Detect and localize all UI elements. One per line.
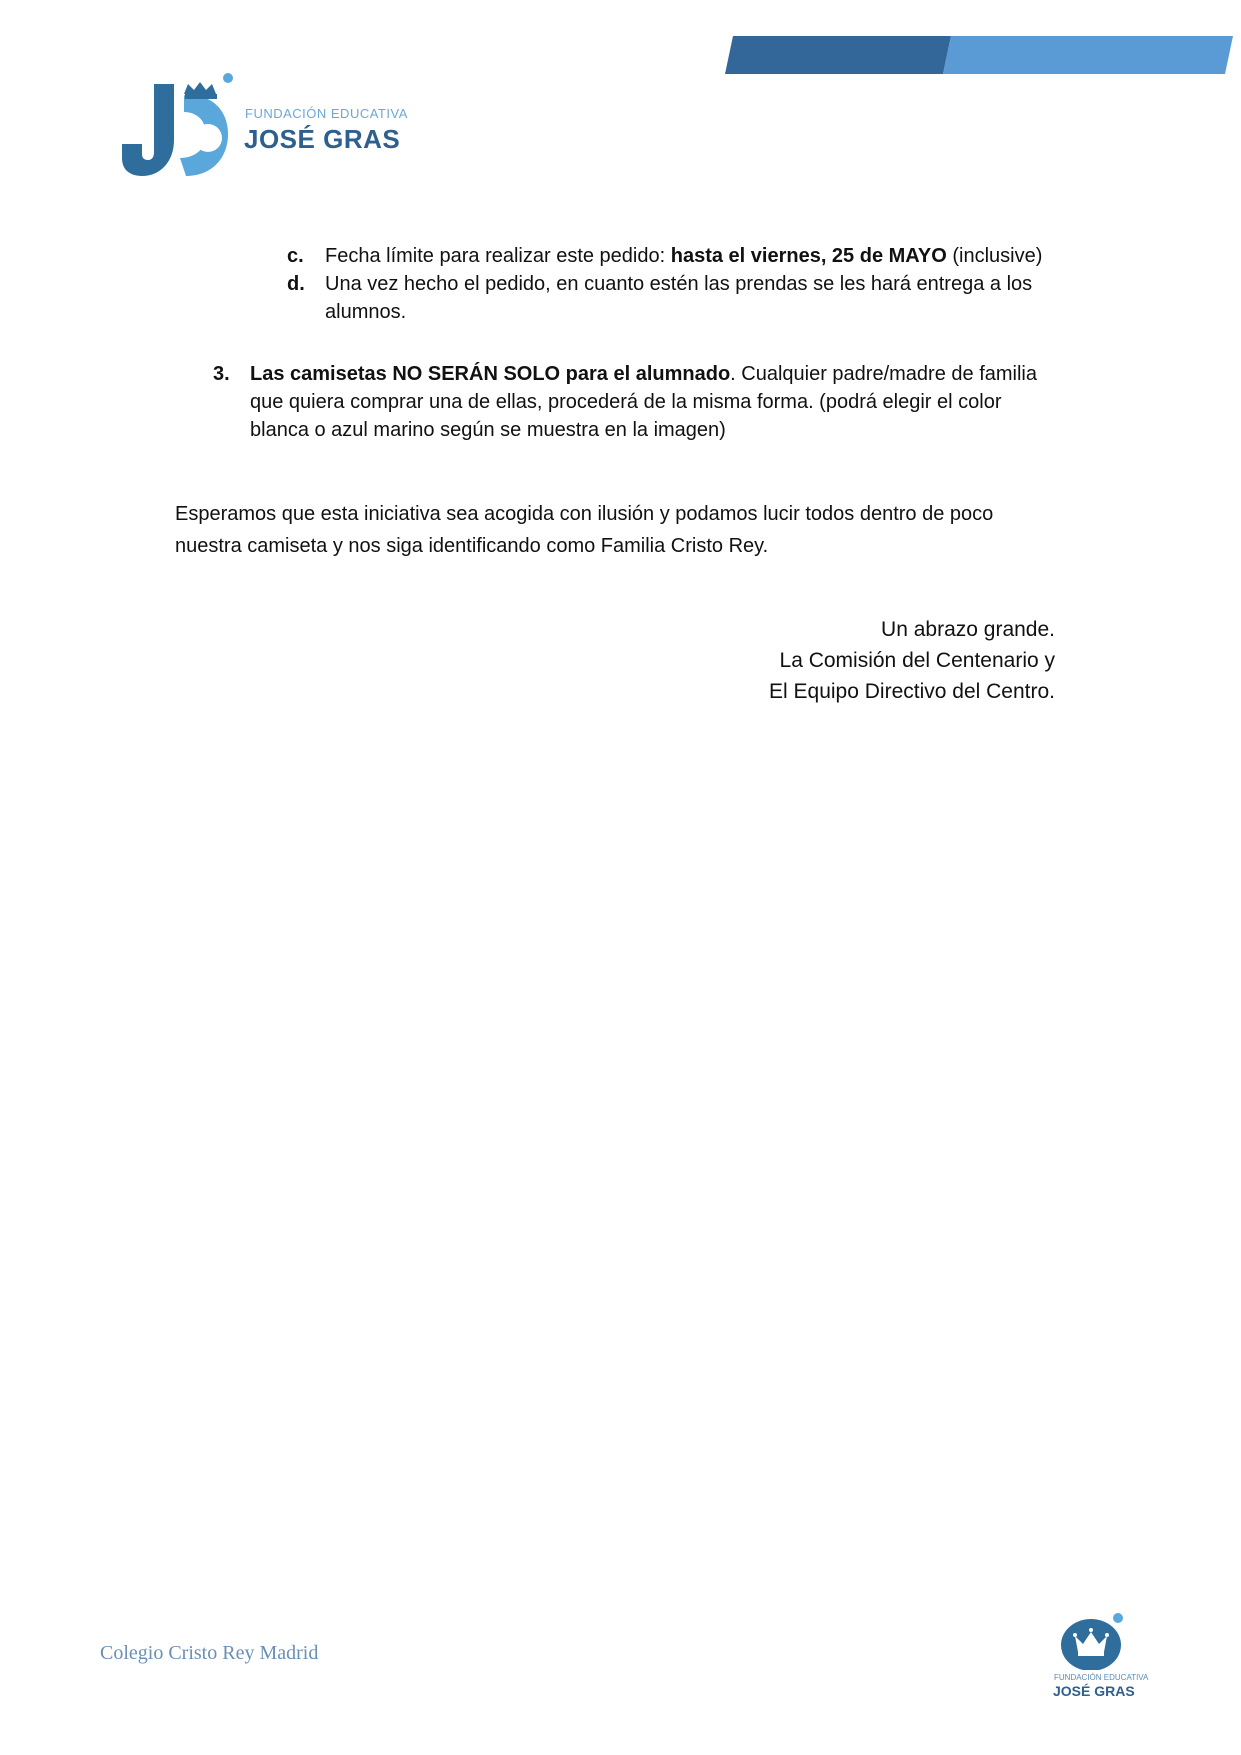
logo-org-line1: FUNDACIÓN EDUCATIVA [245, 106, 408, 121]
closing-line1: Esperamos que esta iniciativa sea acogida con ilusión y podamos lucir todos dentro de poco [175, 503, 994, 525]
header-bar-dark [725, 36, 951, 74]
deadline-note: (inclusive) [946, 245, 1043, 267]
list-marker: c. [287, 245, 304, 267]
item3-line3: blanca o azul marino según se muestra en la imagen) [250, 419, 726, 441]
header-logo [122, 72, 408, 184]
logo-org-line2: JOSÉ GRAS [244, 124, 401, 154]
footer-logo-line1: FUNDACIÓN EDUCATIVA [1054, 1673, 1149, 1682]
list-marker: d. [287, 273, 305, 295]
header-bar-light [943, 36, 1233, 74]
item3-line1 [250, 360, 1037, 388]
deadline-label: Fecha límite para realizar este pedido: [325, 245, 671, 267]
list-marker: 3. [213, 363, 230, 385]
signature-line1: Un abrazo grande. [881, 618, 1055, 641]
signature-line3: El Equipo Directivo del Centro. [769, 680, 1055, 703]
item3-bold-text: Las camisetas NO SERÁN SOLO para el alumnado [250, 363, 731, 385]
jg-logo-icon [122, 72, 242, 184]
signature-line2: La Comisión del Centenario y [779, 649, 1055, 672]
list-item-text [325, 242, 1042, 270]
list-item-text-line2: alumnos. [325, 301, 407, 323]
deadline-date: hasta el viernes, 25 de MAYO [670, 245, 947, 267]
footer-school-name: Colegio Cristo Rey Madrid [100, 1642, 319, 1664]
item3-text: . Cualquier padre/madre de familia [730, 363, 1037, 385]
closing-line2: nuestra camiseta y nos siga identificando como Familia Cristo Rey. [175, 535, 769, 557]
item3-line2: que quiera comprar una de ellas, procederá de la misma forma. (podrá elegir el color [250, 391, 1002, 413]
list-item-text-line1: Una vez hecho el pedido, en cuanto estén las prendas se les hará entrega a los [325, 273, 1033, 295]
crown-icon [1050, 1610, 1140, 1670]
closing-paragraph [175, 498, 1055, 562]
footer-logo-line2: JOSÉ GRAS [1053, 1683, 1135, 1699]
